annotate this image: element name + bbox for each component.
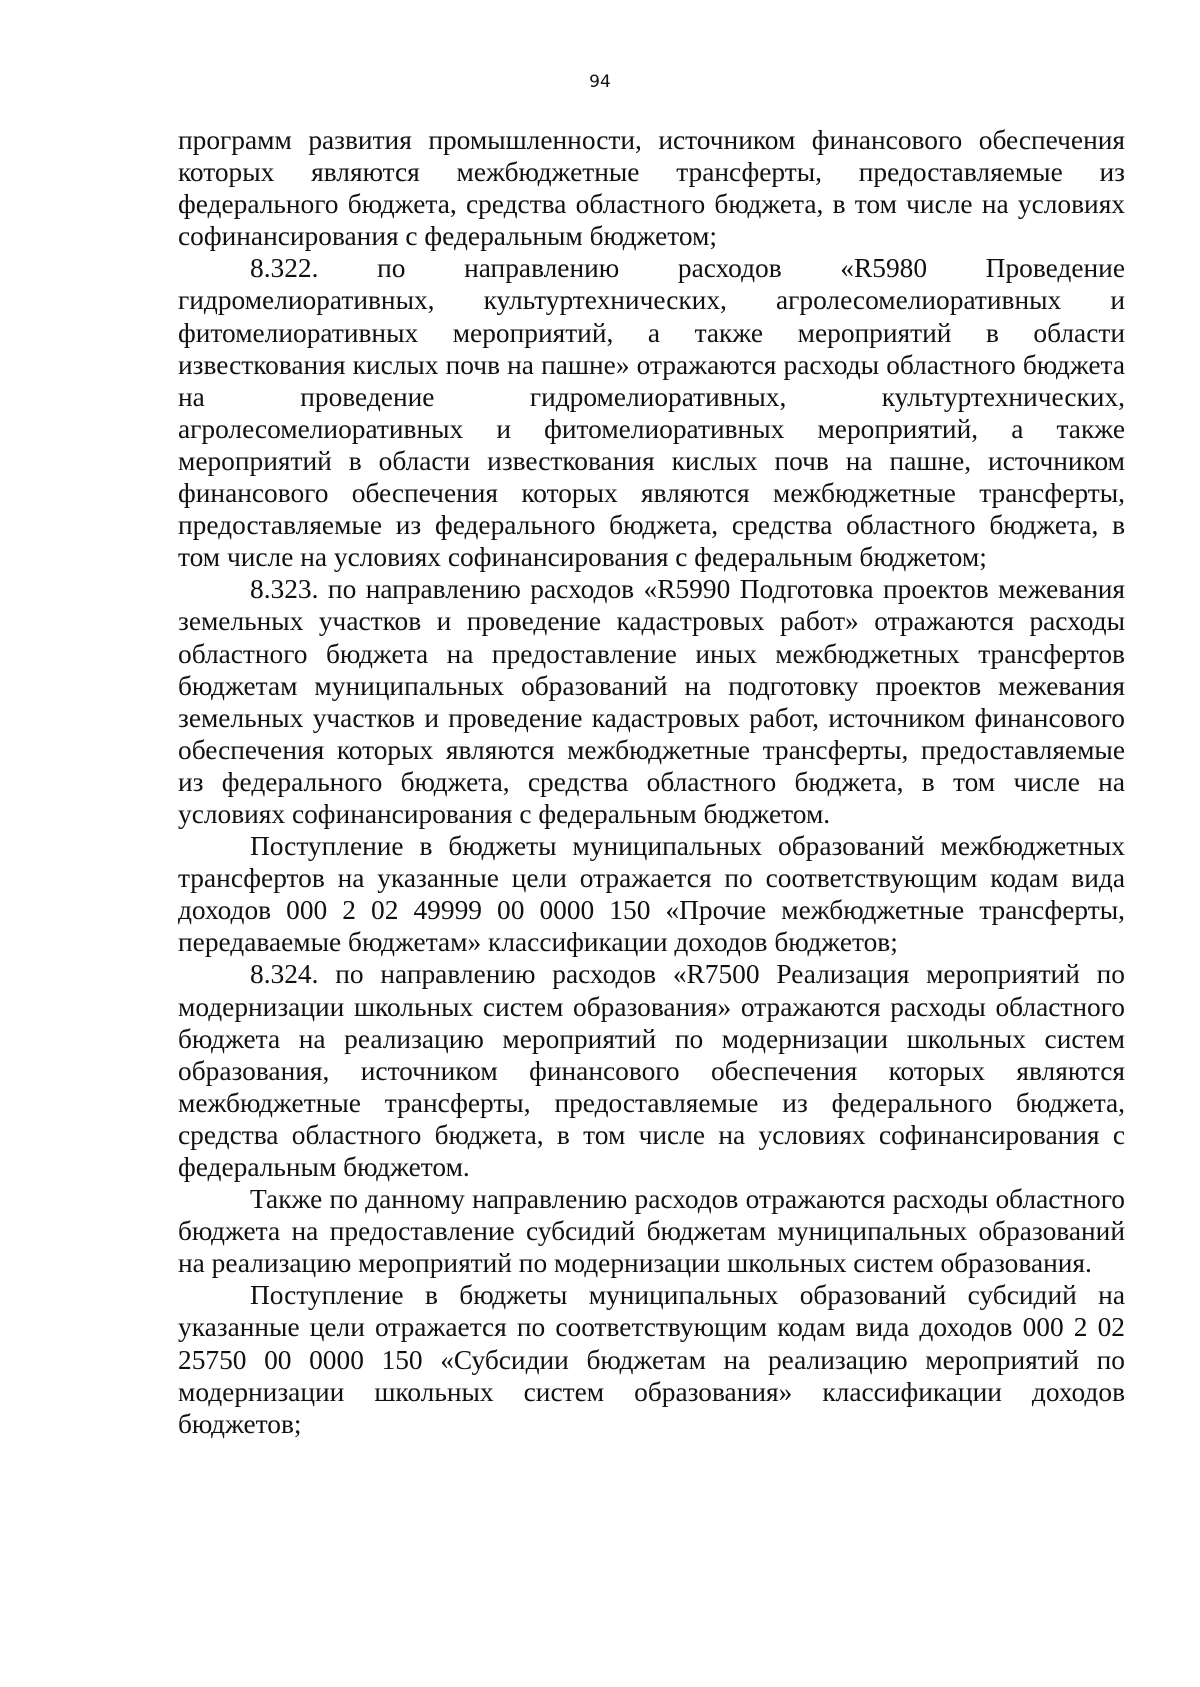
paragraph-subsidies-direction: Также по данному направлению расходов отражаются расходы областного бюджета на предоставление субсидий бюджетам муниципальных образований на реализацию мероприятий по модернизации школьных систем образования. (178, 1184, 1125, 1279)
page-number: 94 (589, 72, 611, 92)
paragraph-8-322: 8.322. по направлению расходов «R5980 Проведение гидромелиоративных, культуртехнических, агролесомелиоративных и фитомелиоративных мероприятий, а также мероприятий в области известкования кислых почв на пашне» отражаются расходы областного бюджета на проведение гидромелиоративных, культуртехнических, агролесомелиоративных и фитомелиоративных мероприятий, а также мероприятий в области известкования кислых почв на пашне, источником финансового обеспечения которых являются межбюджетные трансферты, предоставляемые из федерального бюджета, средства областного бюджета, в том числе на условиях софинансирования с федеральным бюджетом; (178, 253, 1125, 573)
paragraph-continuation: программ развития промышленности, источником финансового обеспечения которых являются межбюджетные трансферты, предоставляемые из федерального бюджета, средства областного бюджета, в том числе на условиях софинансирования с федеральным бюджетом; (178, 125, 1125, 252)
paragraph-8-324: 8.324. по направлению расходов «R7500 Реализация мероприятий по модернизации школьных систем образования» отражаются расходы областного бюджета на реализацию мероприятий по модернизации школьных систем образования, источником финансового обеспечения которых являются межбюджетные трансферты, предоставляемые из федерального бюджета, средства областного бюджета, в том числе на условиях софинансирования с федеральным бюджетом. (178, 959, 1125, 1182)
paragraph-income-subsidies: Поступление в бюджеты муниципальных образований субсидий на указанные цели отражается по соответствующим кодам вида доходов 000 2 02 25750 00 0000 150 «Субсидии бюджетам на реализацию мероприятий по модернизации школьных систем образования» классификации доходов бюджетов; (178, 1280, 1125, 1439)
document-body (178, 124, 1125, 1440)
paragraph-8-323: 8.323. по направлению расходов «R5990 Подготовка проектов межевания земельных участков и проведение кадастровых работ» отражаются расходы областного бюджета на предоставление иных межбюджетных трансфертов бюджетам муниципальных образований на подготовку проектов межевания земельных участков и проведение кадастровых работ, источником финансового обеспечения которых являются межбюджетные трансферты, предоставляемые из федерального бюджета, средства областного бюджета, в том числе на условиях софинансирования с федеральным бюджетом. (178, 574, 1125, 829)
paragraph-income-transfers: Поступление в бюджеты муниципальных образований межбюджетных трансфертов на указанные цели отражается по соответствующим кодам вида доходов 000 2 02 49999 00 0000 150 «Прочие межбюджетные трансферты, передаваемые бюджетам» классификации доходов бюджетов; (178, 831, 1125, 958)
